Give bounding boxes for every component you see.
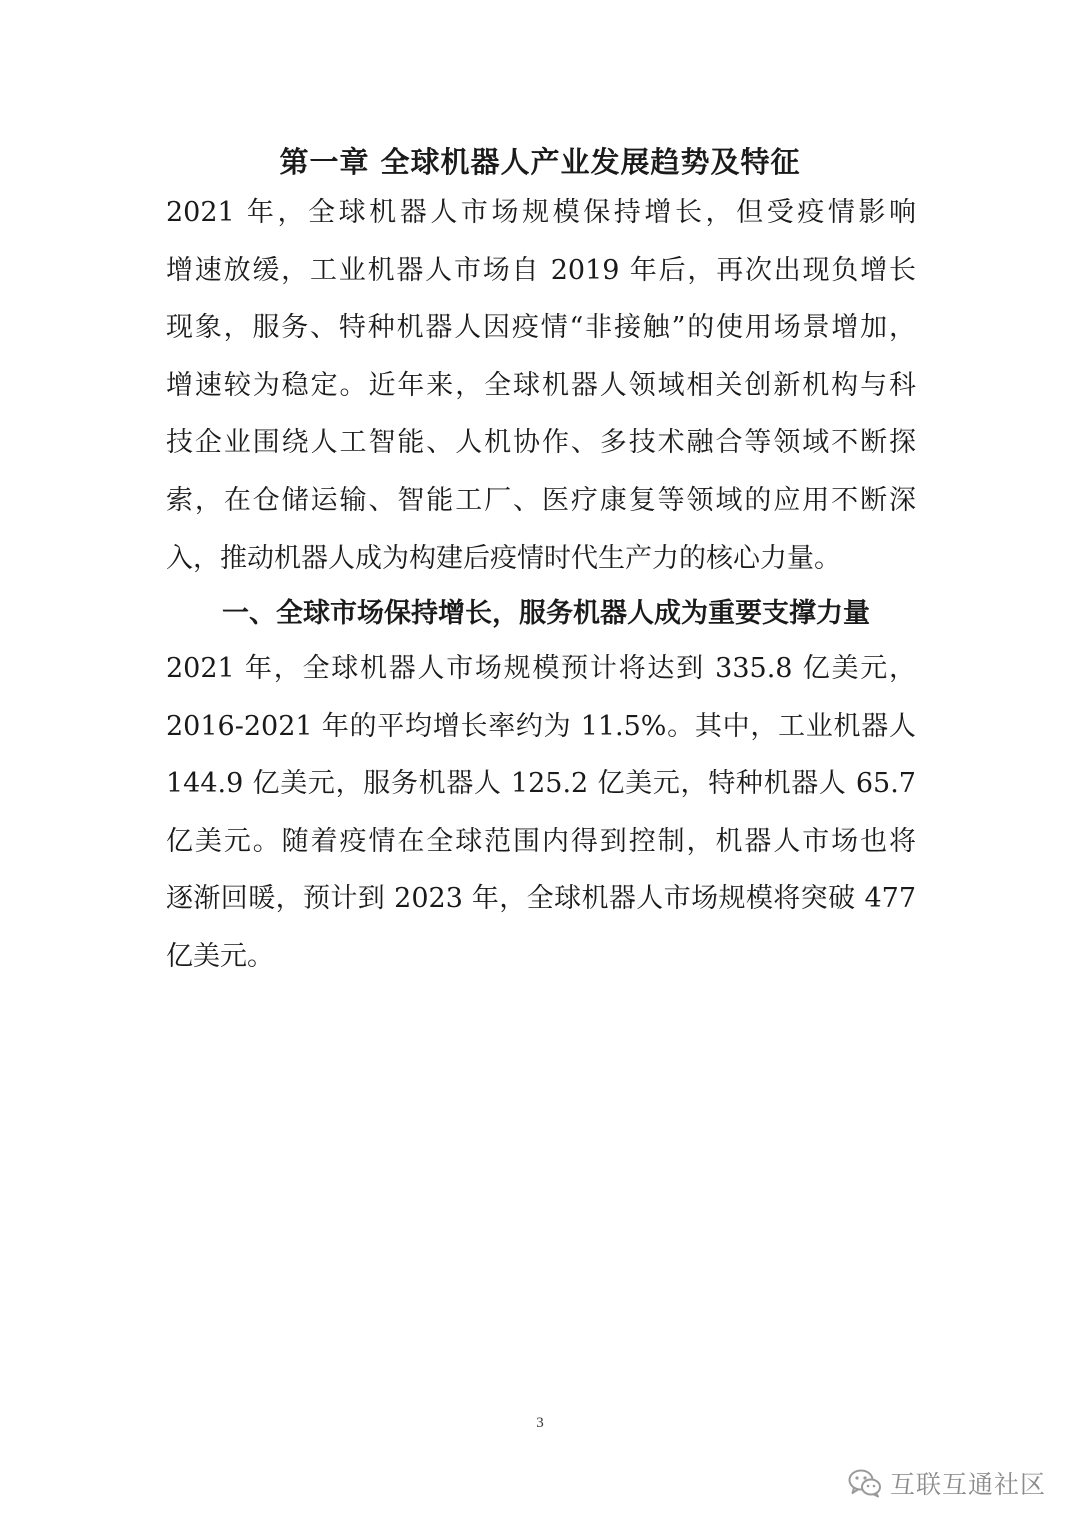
paragraph-market [166, 640, 916, 986]
text-line: 技企业围绕人工智能、人机协作、多技术融合等领域不断探 [166, 427, 916, 459]
text-line: 入，推动机器人成为构建后疫情时代生产力的核心力量。 [166, 542, 841, 574]
text-line: 现象，服务、特种机器人因疫情“非接触”的使用场景增加， [166, 312, 916, 344]
text-line: 索，在仓储运输、智能工厂、医疗康复等领域的应用不断深 [166, 484, 916, 516]
text-line: 亿美元。 [166, 940, 274, 972]
watermark [848, 1460, 1046, 1506]
text-line: 逐渐回暖，预计到 2023 年，全球机器人市场规模将突破 477 [166, 883, 916, 915]
chapter-title: 第一章 全球机器人产业发展趋势及特征 [279, 145, 801, 179]
text-line: 144.9 亿美元，服务机器人 125.2 亿美元，特种机器人 65.7 [166, 768, 916, 800]
text-line: 增速放缓，工业机器人市场自 2019 年后，再次出现负增长 [166, 254, 916, 286]
wechat-icon [848, 1468, 882, 1498]
text-line: 2021 年，全球机器人市场规模保持增长，但受疫情影响 [166, 197, 916, 228]
section-heading: 一、全球市场保持增长，服务机器人成为重要支撑力量 [222, 598, 870, 629]
text-line: 2016-2021 年的平均增长率约为 11.5%。其中，工业机器人 [166, 710, 916, 742]
watermark-text: 互联互通社区 [890, 1470, 1047, 1499]
page-number: 3 [536, 1415, 544, 1431]
text-line: 增速较为稳定。近年来，全球机器人领域相关创新机构与科 [166, 369, 916, 401]
text-line: 亿美元。随着疫情在全球范围内得到控制，机器人市场也将 [166, 825, 916, 857]
text-line: 2021 年，全球机器人市场规模预计将达到 335.8 亿美元， [166, 653, 916, 684]
paragraph-intro [166, 184, 916, 587]
